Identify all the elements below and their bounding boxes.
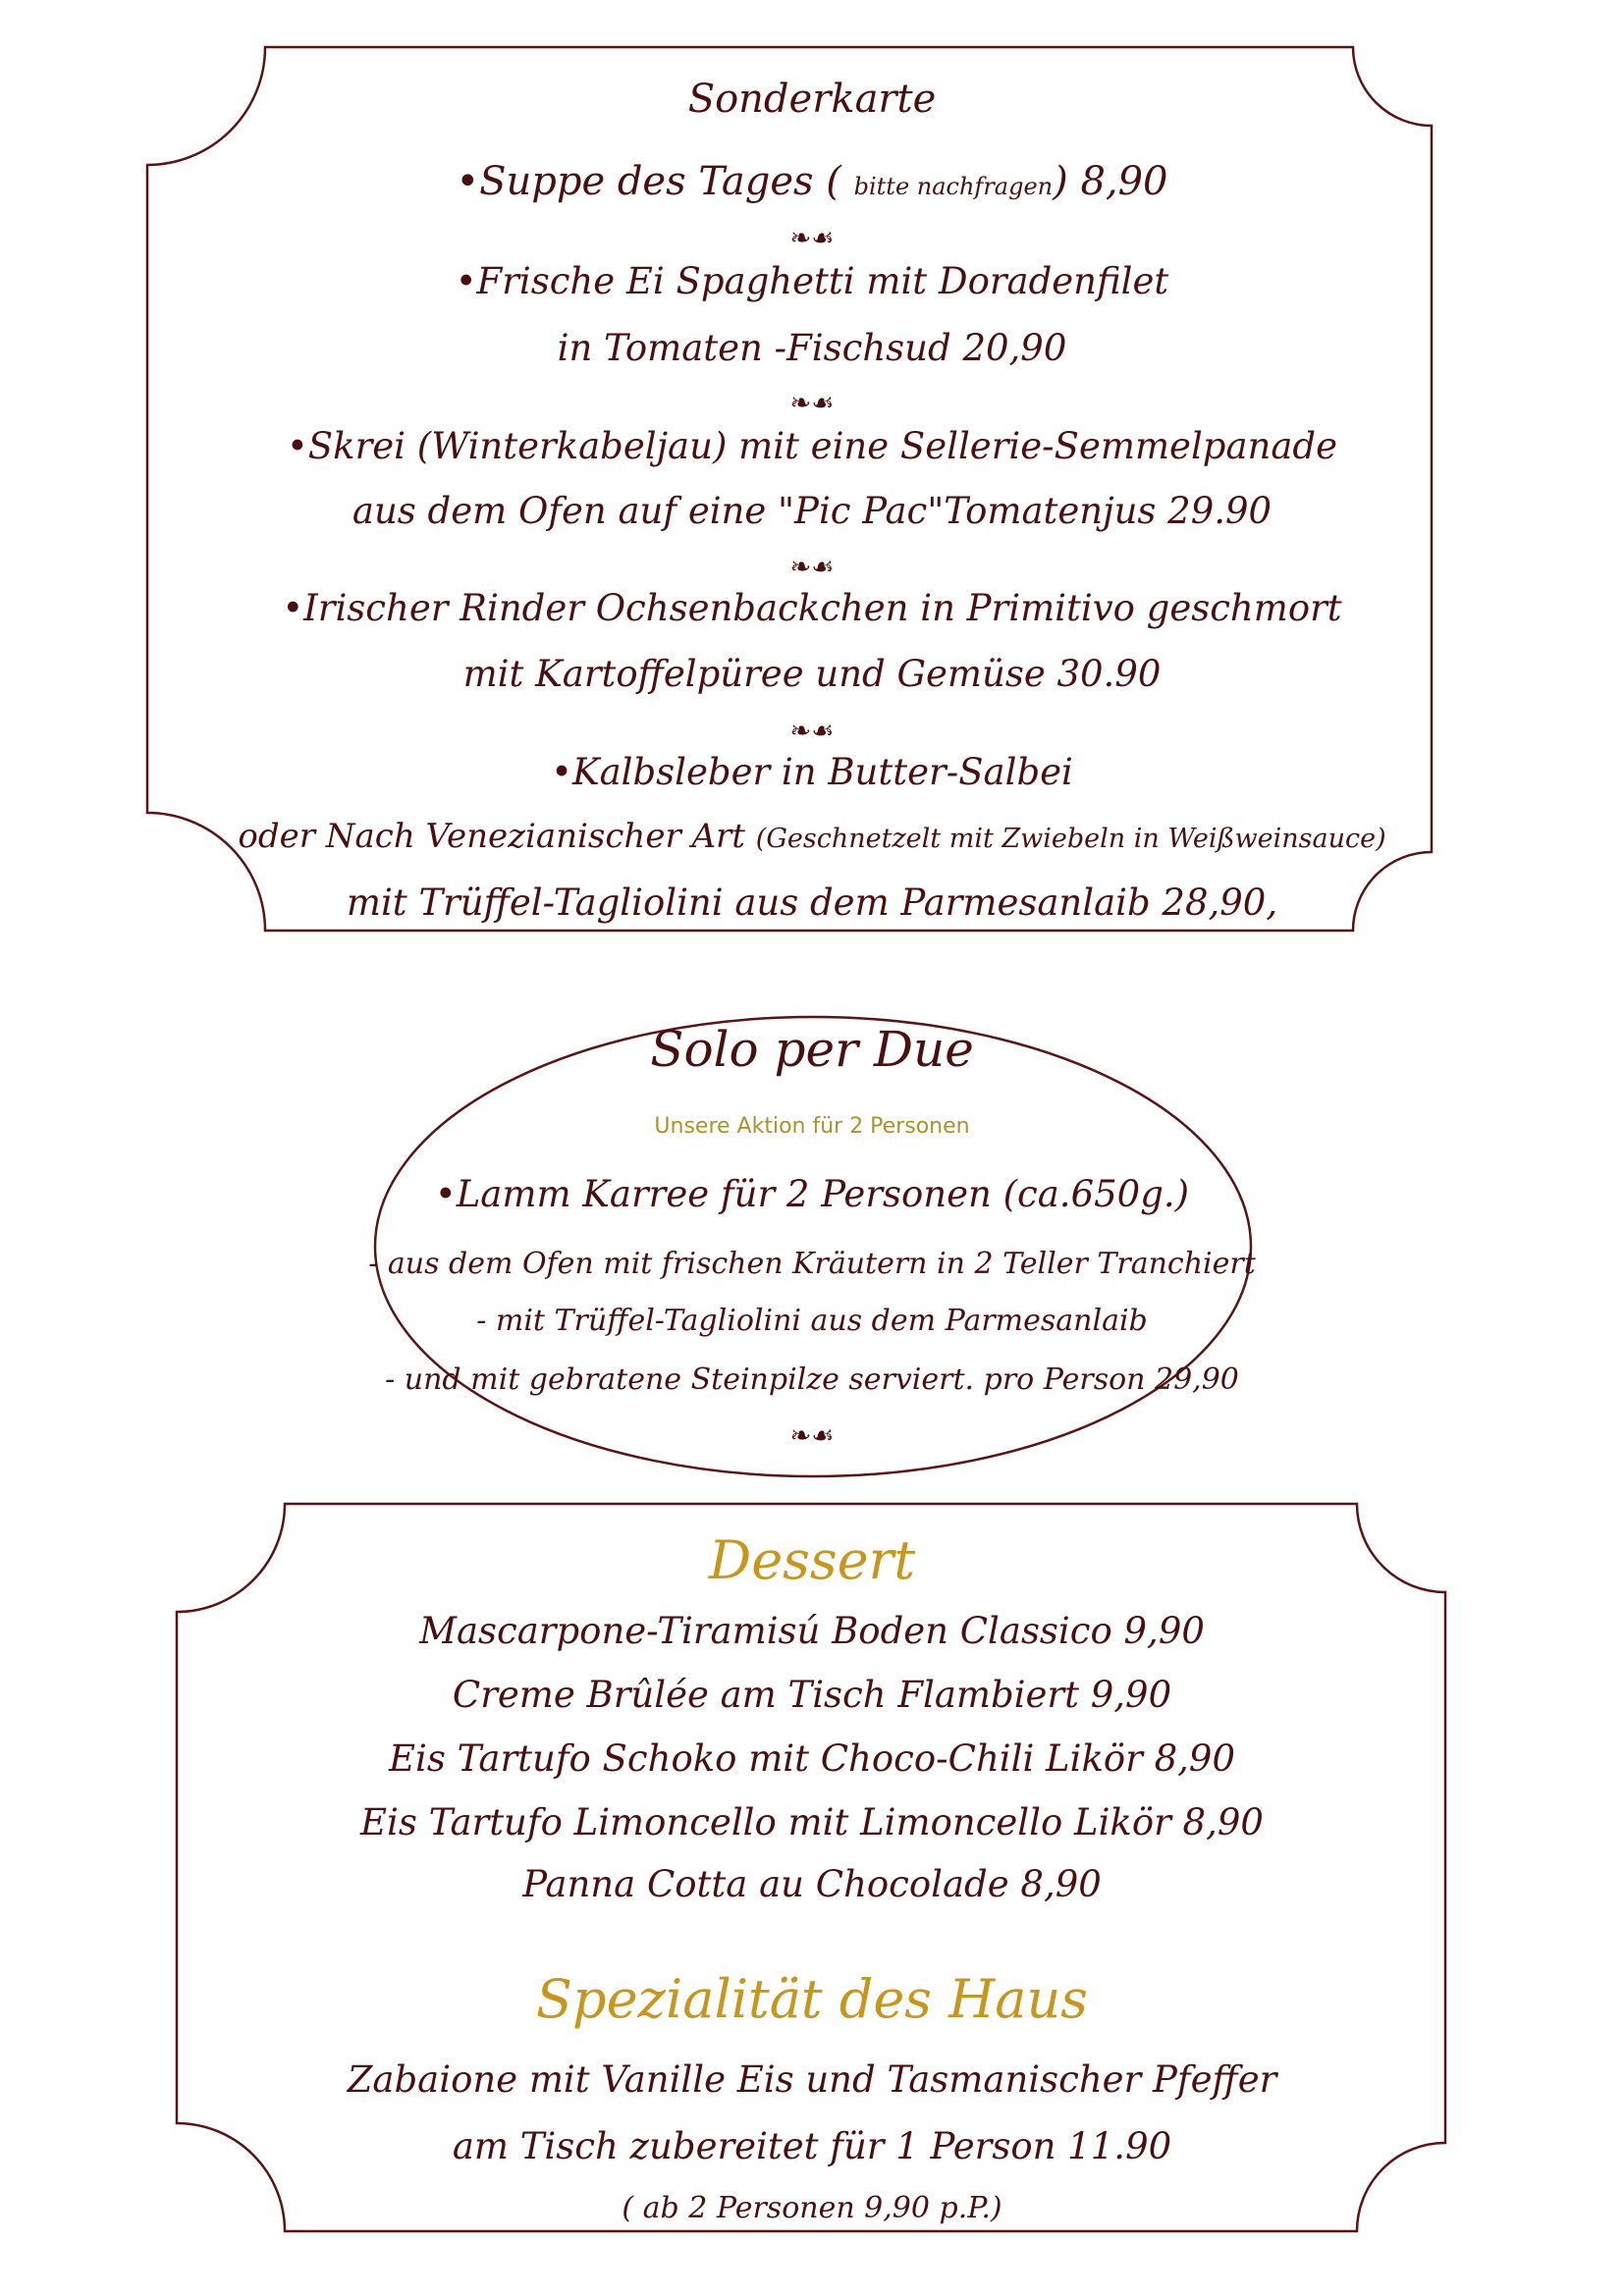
menu-item-line: in Tomaten -Fischsud 20,90 [557, 327, 1067, 369]
soup-line [0, 159, 1624, 204]
menu-item-line: •Kalbsleber in Butter-Salbei [551, 751, 1073, 793]
menu-item-line: mit Trüffel-Tagliolini aus dem Parmesanlaib 28,90, [346, 881, 1278, 924]
special-line: am Tisch zubereitet für 1 Person 11.90 [452, 2125, 1172, 2167]
ornament-divider-icon: ❧☙ [789, 1421, 835, 1451]
special-title: Spezialität des Haus [536, 1968, 1088, 2030]
special-line: ( ab 2 Personen 9,90 p.P.) [622, 2191, 1002, 2225]
solo-title: Solo per Due [650, 1021, 974, 1078]
ornament-divider-icon: ❧☙ [789, 717, 835, 746]
solo-line: - aus dem Ofen mit frischen Kräutern in 2 Teller Tranchiert [368, 1247, 1256, 1281]
solo-line: - und mit gebratene Steinpilze serviert. pro Person 29,90 [385, 1362, 1239, 1397]
solo-line: •Lamm Karree für 2 Personen (ca.650g.) [434, 1173, 1190, 1215]
dessert-item: Mascarpone-Tiramisú Boden Classico 9,90 [419, 1610, 1205, 1652]
solo-subtitle: Unsere Aktion für 2 Personen [654, 1114, 970, 1139]
ornament-divider-icon: ❧☙ [789, 224, 835, 253]
menu-item-line: aus dem Ofen auf eine "Pic Pac"Tomatenjus 29.90 [352, 490, 1272, 532]
menu-item-line: •Irischer Rinder Ochsenbackchen in Primitivo geschmort [282, 587, 1342, 629]
menu-item-note: (Geschnetzelt mit Zwiebeln in Weißweinsauce) [755, 824, 1386, 854]
dessert-title: Dessert [708, 1529, 916, 1591]
soup-price: ) 8,90 [1053, 159, 1168, 204]
dessert-item: Creme Brûlée am Tisch Flambiert 9,90 [452, 1674, 1172, 1716]
ornament-divider-icon: ❧☙ [789, 553, 835, 582]
dessert-item: Panna Cotta au Chocolade 8,90 [522, 1863, 1102, 1905]
menu-item-line: •Frische Ei Spaghetti mit Doradenfilet [455, 260, 1169, 302]
menu-item-line [0, 817, 1624, 856]
soup-name: •Suppe des Tages ( [456, 159, 854, 204]
ornament-divider-icon: ❧☙ [789, 389, 835, 418]
solo-line: - mit Trüffel-Tagliolini aus dem Parmesanlaib [476, 1304, 1148, 1338]
special-line: Zabaione mit Vanille Eis und Tasmanischer Pfeffer [347, 2058, 1277, 2101]
dessert-item: Eis Tartufo Limoncello mit Limoncello Likör 8,90 [360, 1801, 1264, 1843]
soup-note: bitte nachfragen [853, 173, 1054, 200]
menu-item-line: •Skrei (Winterkabeljau) mit eine Sellerie-Semmelpanade [286, 425, 1337, 467]
menu-item-line: mit Kartoffelpüree und Gemüse 30.90 [462, 653, 1162, 695]
menu-item-text: oder Nach Venezianischer Art [238, 817, 756, 856]
sonderkarte-title: Sonderkarte [687, 77, 937, 122]
dessert-item: Eis Tartufo Schoko mit Choco-Chili Likör 8,90 [388, 1737, 1235, 1780]
